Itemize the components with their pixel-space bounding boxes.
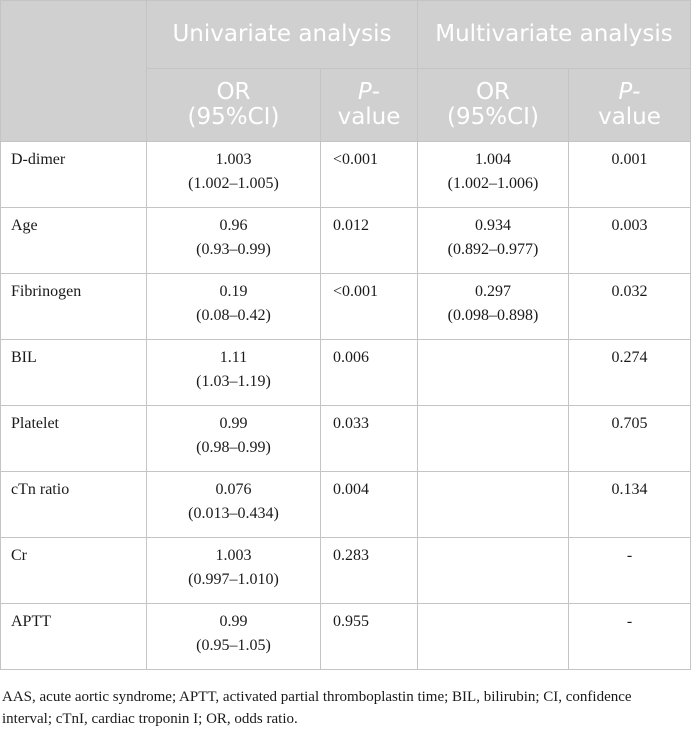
uni-ci-value: (0.997–1.010) [188,571,279,588]
uni-p-cell: 0.004 [321,472,418,538]
p-label-italic: P [618,79,633,105]
variable-cell: APTT [1,604,147,670]
uni-p-cell: 0.006 [321,340,418,406]
variable-cell: BIL [1,340,147,406]
table-row [1,604,691,670]
univariate-label: Univariate analysis [172,21,392,47]
header-row-groups [1,1,691,69]
uni-or-cell [147,142,321,208]
multi-or-cell [418,406,569,472]
or-label-line2: (95%CI) [447,104,539,130]
uni-p-cell: <0.001 [321,274,418,340]
uni-ci-value: (0.95–1.05) [196,637,271,654]
multi-p-cell: 0.001 [569,142,691,208]
p-label-suffix: - [371,79,381,105]
uni-or-value: 1.003 [215,547,252,564]
multi-p-cell: 0.274 [569,340,691,406]
variable-cell: Platelet [1,406,147,472]
multi-or-cell [418,472,569,538]
multi-p-cell: 0.134 [569,472,691,538]
p-label-suffix: - [632,79,641,105]
uni-or-cell [147,472,321,538]
uni-or-cell [147,208,321,274]
or-label-line1: OR [216,79,251,105]
uni-or-cell [147,274,321,340]
multi-or-value: 0.934 [475,217,511,234]
multi-p-cell: - [569,538,691,604]
multi-or-cell [418,538,569,604]
uni-p-cell: 0.012 [321,208,418,274]
multi-p-cell: 0.032 [569,274,691,340]
uni-or-cell [147,604,321,670]
uni-or-value: 0.99 [219,613,248,630]
multi-p-cell: 0.003 [569,208,691,274]
uni-p-cell: 0.955 [321,604,418,670]
multi-or-cell [418,604,569,670]
uni-or-value: 0.076 [215,481,252,498]
header-multi-or [418,69,569,142]
table-footnote: AAS, acute aortic syndrome; APTT, activated partial thromboplastin time; BIL, bilirubin; CI, confidence interval; cTnI, cardiac troponin I; OR, odds ratio. [2,689,632,727]
variable-cell: D-dimer [1,142,147,208]
p-label-italic: P [357,79,372,105]
variable-cell: cTn ratio [1,472,147,538]
variable-cell: Age [1,208,147,274]
table-row [1,538,691,604]
uni-or-value: 0.99 [219,415,248,432]
header-uni-or [147,69,321,142]
uni-or-cell [147,340,321,406]
table-row [1,406,691,472]
multi-ci-value: (1.002–1.006) [447,175,539,192]
header-multi-p [569,69,691,142]
multi-p-cell: - [569,604,691,670]
header-uni-p [321,69,418,142]
table-row [1,472,691,538]
variable-cell: Cr [1,538,147,604]
uni-or-cell [147,538,321,604]
multi-or-cell [418,208,569,274]
or-label-line1: OR [475,79,511,105]
or-label-line2: (95%CI) [187,104,280,130]
multi-or-cell [418,340,569,406]
uni-ci-value: (0.98–0.99) [196,439,271,456]
table-row [1,274,691,340]
header-blank-cell [1,1,147,142]
uni-ci-value: (1.03–1.19) [196,373,271,390]
multi-or-cell [418,274,569,340]
p-label-line2: value [337,104,401,130]
multi-ci-value: (0.098–0.898) [447,307,539,324]
table-row [1,340,691,406]
multi-p-cell: 0.705 [569,406,691,472]
uni-or-cell [147,406,321,472]
header-univariate [147,1,418,69]
uni-or-value: 0.96 [219,217,248,234]
multi-or-value: 1.004 [475,151,511,168]
uni-ci-value: (0.93–0.99) [196,241,271,258]
multivariate-label: Multivariate analysis [435,21,673,47]
uni-p-cell: 0.283 [321,538,418,604]
uni-ci-value: (1.002–1.005) [188,175,279,192]
variable-cell: Fibrinogen [1,274,147,340]
uni-ci-value: (0.08–0.42) [196,307,271,324]
uni-p-cell: 0.033 [321,406,418,472]
multi-or-cell [418,142,569,208]
uni-or-value: 0.19 [219,283,248,300]
table-row [1,208,691,274]
uni-p-cell: <0.001 [321,142,418,208]
uni-or-value: 1.11 [219,349,248,366]
multi-or-value: 0.297 [475,283,511,300]
uni-or-value: 1.003 [215,151,252,168]
multi-ci-value: (0.892–0.977) [447,241,539,258]
p-label-line2: value [598,104,661,130]
table-row [1,142,691,208]
uni-ci-value: (0.013–0.434) [188,505,279,522]
header-multivariate [418,1,691,69]
